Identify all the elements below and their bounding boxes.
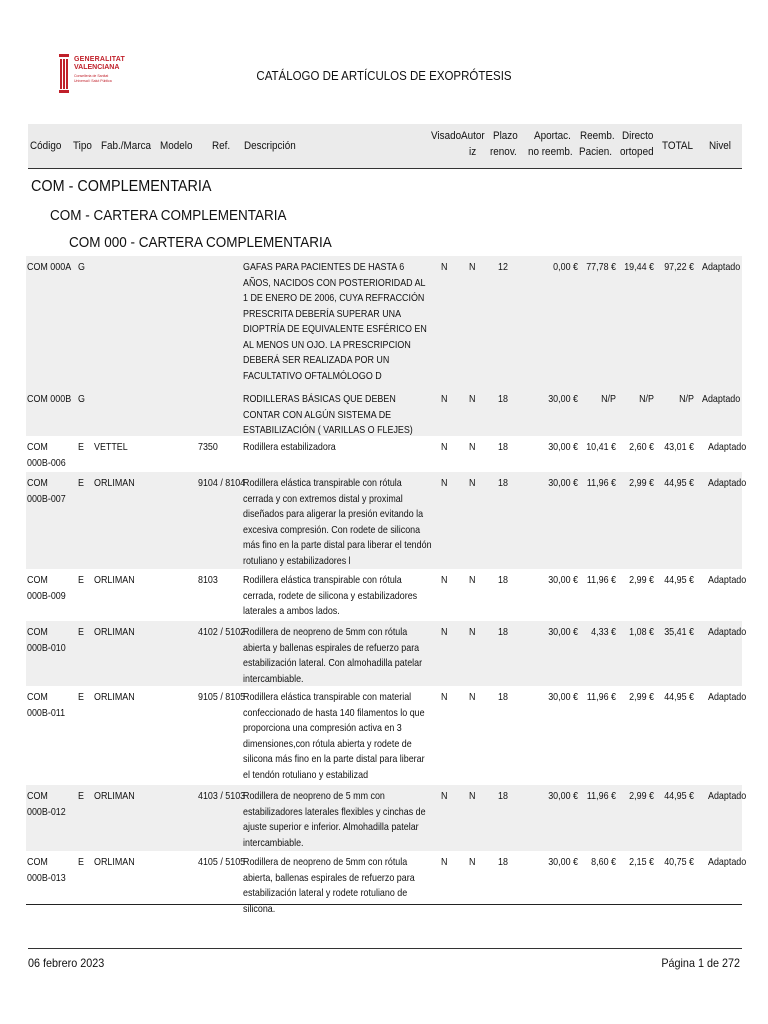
cell-codigo: COM 000B-007 — [27, 477, 66, 505]
cell-autoriz: N — [469, 261, 476, 273]
cell-codigo: COM 000B — [27, 393, 72, 405]
col-directo-2: ortoped — [620, 146, 654, 158]
cell-directo: 2,99 € — [629, 691, 654, 703]
cell-reemb: 10,41 € — [586, 441, 616, 453]
cell-nivel: Adaptado — [708, 574, 747, 586]
cell-reemb: 11,96 € — [586, 790, 616, 802]
cell-fab-marca: ORLIMAN — [94, 691, 135, 703]
footer-date: 06 febrero 2023 — [28, 956, 105, 970]
cell-visado: N — [441, 790, 448, 802]
cell-reemb: 11,96 € — [586, 477, 616, 489]
cell-total: 44,95 € — [664, 691, 694, 703]
cell-tipo: G — [78, 261, 85, 273]
page-title: CATÁLOGO DE ARTÍCULOS DE EXOPRÓTESIS — [256, 69, 512, 83]
cell-plazo: 18 — [498, 626, 508, 638]
cell-plazo: 18 — [498, 574, 508, 586]
cell-fab-marca: ORLIMAN — [94, 477, 135, 489]
cell-visado: N — [441, 393, 448, 405]
cell-autoriz: N — [469, 441, 476, 453]
cell-reemb: 4,33 € — [591, 626, 616, 638]
cell-directo: 2,99 € — [629, 574, 654, 586]
cell-fab-marca: ORLIMAN — [94, 626, 135, 638]
col-tipo: Tipo — [73, 140, 92, 152]
cell-total: 35,41 € — [664, 626, 694, 638]
cell-directo: 2,60 € — [629, 441, 654, 453]
cell-autoriz: N — [469, 477, 476, 489]
cell-visado: N — [441, 856, 448, 868]
cell-codigo: COM 000B-010 — [27, 626, 66, 654]
table-row — [26, 686, 747, 786]
cell-descripcion: Rodillera de neopreno de 5 mm con estabilizadores laterales flexibles y cinchas de ajuste superior e inferior. Almohadilla patelar intercambiable. — [243, 790, 426, 849]
col-modelo: Modelo — [160, 140, 193, 152]
cell-nivel: Adaptado — [702, 261, 741, 273]
cell-directo: N/P — [639, 393, 654, 405]
cell-codigo: COM 000A — [27, 261, 72, 273]
cell-descripcion: Rodillera elástica transpirable con rótula cerrada y con extremos distal y proximal diseñados para aligerar la presión evitando la excesiva compresión. Con rodete de silicona más fino en la parte distal para liberar el tendón rotuliano y estabilizadores l — [243, 477, 432, 567]
table-row — [26, 621, 747, 686]
cell-directo: 19,44 € — [624, 261, 654, 273]
cell-fab-marca: ORLIMAN — [94, 574, 135, 586]
cell-descripcion: RODILLERAS BÁSICAS QUE DEBEN CONTAR CON ALGÚN SISTEMA DE ESTABILIZACIÓN ( VARILLAS O FLEJES) — [243, 393, 413, 436]
cell-aportac: 30,00 € — [548, 441, 578, 453]
cell-aportac: 30,00 € — [548, 856, 578, 868]
cell-plazo: 18 — [498, 393, 508, 405]
col-aportac-1: Aportac. — [534, 130, 571, 142]
cell-tipo: E — [78, 691, 84, 703]
cell-visado: N — [441, 261, 448, 273]
cell-visado: N — [441, 441, 448, 453]
section-heading-2: COM - CARTERA COMPLEMENTARIA — [50, 207, 287, 224]
footer-page-number: Página 1 de 272 — [661, 956, 740, 970]
cell-ref: 7350 — [198, 441, 218, 453]
cell-autoriz: N — [469, 626, 476, 638]
col-descripcion: Descripción — [244, 140, 296, 152]
cell-plazo: 12 — [498, 261, 508, 273]
cell-directo: 2,99 € — [629, 477, 654, 489]
table-header — [28, 124, 742, 169]
logo-line-1: GENERALITAT — [74, 56, 125, 63]
cell-reemb: 11,96 € — [586, 691, 616, 703]
cell-ref: 4103 / 5103 — [198, 790, 246, 802]
cell-aportac: 30,00 € — [548, 626, 578, 638]
cell-tipo: E — [78, 574, 84, 586]
cell-total: 97,22 € — [664, 261, 694, 273]
cell-nivel: Adaptado — [708, 626, 747, 638]
col-visado: Visado — [431, 130, 462, 142]
cell-tipo: E — [78, 441, 84, 453]
col-total: TOTAL — [662, 140, 693, 152]
cell-descripcion: GAFAS PARA PACIENTES DE HASTA 6 AÑOS, NACIDOS CON POSTERIORIDAD AL 1 DE ENERO DE 2006, CUYA REFRACCIÓN PRESCRITA DEBERÍA SUPERAR UNA DIOPTRÍA DE EQUIVALENTE ESFÉRICO EN AL MENOS UN OJO. LA PRESCRIPCION DEBERÁ SER REALIZADA POR UN FACULTATIVO OFTALMÓLOGO D — [243, 261, 427, 382]
cell-plazo: 18 — [498, 856, 508, 868]
cell-fab-marca: ORLIMAN — [94, 790, 135, 802]
cell-total: N/P — [679, 393, 694, 405]
col-plazo-2: renov. — [490, 146, 517, 158]
cell-aportac: 30,00 € — [548, 790, 578, 802]
cell-reemb: 77,78 € — [586, 261, 616, 273]
cell-descripcion: Rodillera de neopreno de 5mm con rótula abierta, ballenas espirales de refuerzo para estabilización lateral y rodete rotuliano de silicona. — [243, 856, 415, 915]
col-aportac-2: no reemb. — [528, 146, 573, 158]
logo-line-2: VALENCIANA — [74, 64, 120, 71]
cell-autoriz: N — [469, 856, 476, 868]
cell-plazo: 18 — [498, 441, 508, 453]
cell-aportac: 30,00 € — [548, 393, 578, 405]
cell-ref: 4105 / 5105 — [198, 856, 246, 868]
col-nivel: Nivel — [709, 140, 732, 152]
cell-directo: 2,99 € — [629, 790, 654, 802]
col-reemb-2: Pacien. — [579, 146, 613, 158]
table-row — [26, 436, 747, 473]
cell-total: 43,01 € — [664, 441, 694, 453]
cell-fab-marca: ORLIMAN — [94, 856, 135, 868]
cell-descripcion: Rodillera de neopreno de 5mm con rótula abierta y ballenas espirales de refuerzo para estabilización lateral. Con almohadilla patelar intercambiable. — [243, 626, 423, 685]
cell-visado: N — [441, 574, 448, 586]
cell-nivel: Adaptado — [708, 856, 747, 868]
cell-aportac: 0,00 € — [553, 261, 578, 273]
cell-codigo: COM 000B-011 — [27, 691, 66, 719]
col-autoriz-1: Autor — [461, 130, 485, 142]
cell-tipo: E — [78, 477, 84, 489]
cell-aportac: 30,00 € — [548, 574, 578, 586]
cell-plazo: 18 — [498, 790, 508, 802]
cell-tipo: E — [78, 626, 84, 638]
cell-directo: 2,15 € — [629, 856, 654, 868]
table-row — [26, 472, 747, 569]
cell-reemb: 11,96 € — [586, 574, 616, 586]
cell-plazo: 18 — [498, 477, 508, 489]
cell-ref: 8103 — [198, 574, 218, 586]
cell-reemb: N/P — [601, 393, 616, 405]
table-row — [26, 569, 747, 622]
cell-autoriz: N — [469, 393, 476, 405]
col-codigo: Código — [30, 140, 62, 152]
cell-total: 44,95 € — [664, 790, 694, 802]
logo-line-3: Conselleria de Sanitat — [74, 74, 109, 78]
footer-divider — [28, 948, 742, 949]
cell-aportac: 30,00 € — [548, 477, 578, 489]
cell-descripcion: Rodillera estabilizadora — [243, 441, 336, 453]
col-directo-1: Directo — [622, 130, 654, 142]
col-reemb-1: Reemb. — [580, 130, 615, 142]
cell-descripcion: Rodillera elástica transpirable con material confeccionado de hasta 140 filamentos lo que proporciona una compresión activa en 3 dimensiones,con rótula abierta y rodete de silicona más fino en la parte distal para liberar el tendón rotuliano y estabilizad — [243, 691, 425, 781]
cell-aportac: 30,00 € — [548, 691, 578, 703]
cell-ref: 4102 / 5102 — [198, 626, 246, 638]
cell-autoriz: N — [469, 790, 476, 802]
section-heading-1: COM - COMPLEMENTARIA — [31, 178, 212, 195]
cell-visado: N — [441, 626, 448, 638]
table-row — [26, 256, 742, 388]
cell-visado: N — [441, 691, 448, 703]
cell-ref: 9105 / 8105 — [198, 691, 246, 703]
table-row — [26, 785, 747, 851]
cell-tipo: E — [78, 790, 84, 802]
cell-reemb: 8,60 € — [591, 856, 616, 868]
cell-nivel: Adaptado — [708, 441, 747, 453]
cell-total: 44,95 € — [664, 477, 694, 489]
cell-codigo: COM 000B-009 — [27, 574, 66, 602]
cell-nivel: Adaptado — [702, 393, 741, 405]
section-heading-3: COM 000 - CARTERA COMPLEMENTARIA — [69, 234, 332, 251]
cell-codigo: COM 000B-012 — [27, 790, 66, 818]
cell-fab-marca: VETTEL — [94, 441, 128, 453]
col-ref: Ref. — [212, 140, 231, 152]
cell-total: 40,75 € — [664, 856, 694, 868]
cell-plazo: 18 — [498, 691, 508, 703]
logo-line-4: Universal i Salut Pública — [74, 79, 112, 83]
cell-codigo: COM 000B-013 — [27, 856, 66, 884]
cell-nivel: Adaptado — [708, 790, 747, 802]
cell-visado: N — [441, 477, 448, 489]
col-plazo-1: Plazo — [493, 130, 518, 142]
table-row — [26, 388, 742, 436]
cell-tipo: G — [78, 393, 85, 405]
col-fab: Fab./Marca — [101, 140, 152, 152]
cell-ref: 9104 / 8104 — [198, 477, 246, 489]
cell-nivel: Adaptado — [708, 477, 747, 489]
cell-total: 44,95 € — [664, 574, 694, 586]
cell-descripcion: Rodillera elástica transpirable con rótula cerrada, rodete de silicona y estabilizadores laterales a ambos lados. — [243, 574, 418, 617]
cell-autoriz: N — [469, 574, 476, 586]
cell-tipo: E — [78, 856, 84, 868]
cell-directo: 1,08 € — [629, 626, 654, 638]
cell-autoriz: N — [469, 691, 476, 703]
cell-codigo: COM 000B-006 — [27, 441, 66, 469]
cell-nivel: Adaptado — [708, 691, 747, 703]
table-row — [26, 851, 747, 915]
col-autoriz-2: iz — [469, 146, 477, 158]
